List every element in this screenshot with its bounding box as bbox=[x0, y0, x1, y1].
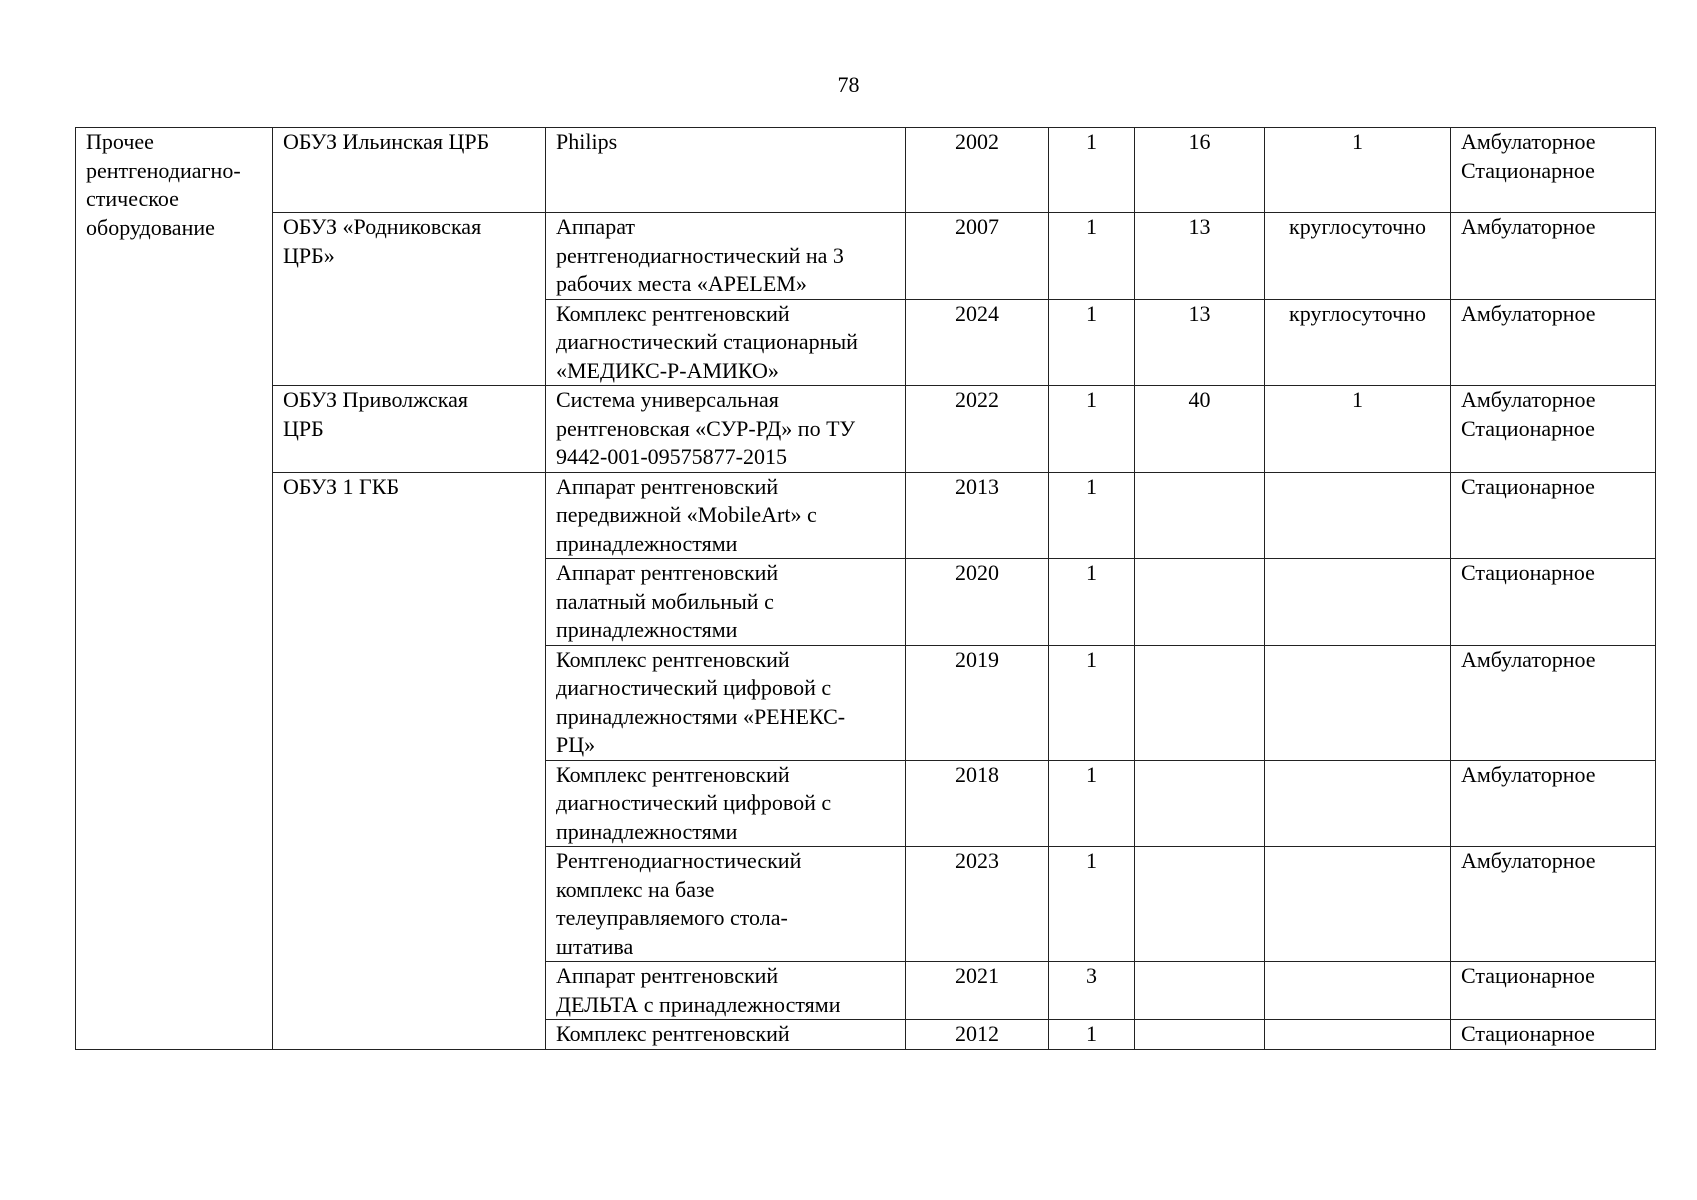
institution-cell bbox=[273, 213, 546, 386]
equipment-line: палатный мобильный с bbox=[556, 588, 774, 614]
column-6-cell bbox=[1135, 760, 1265, 847]
column-7-cell: круглосуточно bbox=[1265, 299, 1451, 386]
quantity-cell: 1 bbox=[1049, 299, 1135, 386]
equipment-cell bbox=[546, 760, 906, 847]
care-mode-cell bbox=[1451, 645, 1656, 760]
quantity-cell: 1 bbox=[1049, 128, 1135, 213]
equipment-cell bbox=[546, 472, 906, 559]
quantity-cell: 1 bbox=[1049, 472, 1135, 559]
table-row bbox=[76, 472, 1656, 559]
care-mode-line: Стационарное bbox=[1461, 560, 1595, 585]
equipment-line: принадлежностями bbox=[556, 530, 738, 556]
equipment-line: Аппарат bbox=[556, 214, 636, 239]
equipment-line: «МЕДИКС-Р-АМИКО» bbox=[556, 357, 779, 383]
year-cell: 2007 bbox=[906, 213, 1049, 300]
care-mode-cell bbox=[1451, 559, 1656, 646]
care-mode-cell bbox=[1451, 128, 1656, 213]
column-7-cell bbox=[1265, 1020, 1451, 1050]
equipment-cell bbox=[546, 299, 906, 386]
equipment-line: Комплекс рентгеновский bbox=[556, 1021, 790, 1046]
equipment-line: Комплекс рентгеновский bbox=[556, 300, 790, 326]
equipment-cell bbox=[546, 559, 906, 646]
equipment-cell bbox=[546, 128, 906, 213]
year-cell: 2013 bbox=[906, 472, 1049, 559]
equipment-line: Аппарат рентгеновский bbox=[556, 963, 779, 988]
equipment-line: рентгеновская «СУР-РД» по ТУ bbox=[556, 415, 856, 441]
year-cell: 2002 bbox=[906, 128, 1049, 213]
category-line: Прочее bbox=[86, 129, 154, 154]
equipment-cell bbox=[546, 645, 906, 760]
equipment-line: диагностический стационарный bbox=[556, 329, 858, 354]
equipment-line: РЦ» bbox=[556, 732, 596, 757]
column-6-cell bbox=[1135, 559, 1265, 646]
year-cell: 2019 bbox=[906, 645, 1049, 760]
column-6-cell: 13 bbox=[1135, 299, 1265, 386]
equipment-line: принадлежностями bbox=[556, 617, 738, 642]
equipment-line: рентгенодиагностический на 3 bbox=[556, 242, 844, 268]
quantity-cell: 1 bbox=[1049, 847, 1135, 962]
equipment-line: Комплекс рентгеновский bbox=[556, 646, 790, 672]
quantity-cell: 1 bbox=[1049, 645, 1135, 760]
year-cell: 2024 bbox=[906, 299, 1049, 386]
table-row bbox=[76, 213, 1656, 300]
equipment-line: Philips bbox=[556, 129, 618, 154]
equipment-line: Аппарат рентгеновский bbox=[556, 473, 779, 499]
equipment-line: диагностический цифровой с bbox=[556, 675, 832, 700]
year-cell: 2020 bbox=[906, 559, 1049, 646]
year-cell: 2022 bbox=[906, 386, 1049, 473]
care-mode-line: Стационарное bbox=[1461, 473, 1595, 499]
care-mode-line: Стационарное bbox=[1461, 1021, 1595, 1046]
column-6-cell bbox=[1135, 1020, 1265, 1050]
institution-name: ОБУЗ «Родниковская bbox=[283, 214, 482, 239]
column-6-cell bbox=[1135, 645, 1265, 760]
column-6-cell bbox=[1135, 472, 1265, 559]
institution-name: ЦРБ bbox=[283, 415, 324, 441]
equipment-cell bbox=[546, 1020, 906, 1050]
category-line: оборудование bbox=[86, 214, 215, 240]
care-mode-line: Стационарное bbox=[1461, 963, 1595, 988]
column-7-cell bbox=[1265, 472, 1451, 559]
year-cell: 2012 bbox=[906, 1020, 1049, 1050]
equipment-line: Рентгенодиагностический bbox=[556, 848, 802, 873]
care-mode-line: Амбулаторное bbox=[1461, 646, 1596, 672]
column-6-cell: 16 bbox=[1135, 128, 1265, 213]
care-mode-cell bbox=[1451, 760, 1656, 847]
quantity-cell: 3 bbox=[1049, 962, 1135, 1020]
care-mode-line: Амбулаторное bbox=[1461, 129, 1596, 154]
table-row bbox=[76, 386, 1656, 473]
institution-name: ОБУЗ 1 ГКБ bbox=[283, 473, 400, 499]
quantity-cell: 1 bbox=[1049, 760, 1135, 847]
column-7-cell: круглосуточно bbox=[1265, 213, 1451, 300]
equipment-line: ДЕЛЬТА с принадлежностями bbox=[556, 991, 841, 1017]
equipment-cell bbox=[546, 386, 906, 473]
institution-cell bbox=[273, 472, 546, 1049]
column-6-cell: 40 bbox=[1135, 386, 1265, 473]
category-line: стическое bbox=[86, 186, 179, 211]
institution-name: ОБУЗ Приволжская bbox=[283, 387, 468, 412]
care-mode-cell bbox=[1451, 1020, 1656, 1050]
care-mode-line: Амбулаторное bbox=[1461, 387, 1596, 412]
year-cell: 2018 bbox=[906, 760, 1049, 847]
column-7-cell bbox=[1265, 645, 1451, 760]
equipment-line: рабочих места «APELEM» bbox=[556, 271, 807, 296]
equipment-line: Система универсальная bbox=[556, 387, 779, 412]
quantity-cell: 1 bbox=[1049, 559, 1135, 646]
equipment-category-cell bbox=[76, 128, 273, 1050]
institution-name: ЦРБ» bbox=[283, 242, 335, 268]
care-mode-line: Амбулаторное bbox=[1461, 300, 1596, 326]
quantity-cell: 1 bbox=[1049, 213, 1135, 300]
equipment-line: передвижной «MobileArt» с bbox=[556, 502, 817, 527]
care-mode-cell bbox=[1451, 962, 1656, 1020]
equipment-line: диагностический цифровой с bbox=[556, 790, 832, 815]
quantity-cell: 1 bbox=[1049, 386, 1135, 473]
equipment-line: штатива bbox=[556, 933, 634, 959]
equipment-cell bbox=[546, 847, 906, 962]
equipment-line: комплекс на базе bbox=[556, 876, 715, 902]
column-7-cell: 1 bbox=[1265, 386, 1451, 473]
column-7-cell bbox=[1265, 962, 1451, 1020]
equipment-line: Аппарат рентгеновский bbox=[556, 560, 779, 585]
care-mode-cell bbox=[1451, 213, 1656, 300]
equipment-line: принадлежностями bbox=[556, 818, 738, 844]
care-mode-line: Стационарное bbox=[1461, 157, 1595, 183]
column-6-cell: 13 bbox=[1135, 213, 1265, 300]
equipment-line: принадлежностями «РЕНЕКС- bbox=[556, 703, 846, 729]
care-mode-cell bbox=[1451, 847, 1656, 962]
equipment-line: 9442-001-09575877-2015 bbox=[556, 444, 787, 469]
care-mode-cell bbox=[1451, 472, 1656, 559]
page-number: 78 bbox=[837, 72, 860, 97]
year-cell: 2021 bbox=[906, 962, 1049, 1020]
care-mode-cell bbox=[1451, 299, 1656, 386]
care-mode-line: Амбулаторное bbox=[1461, 761, 1596, 787]
quantity-cell: 1 bbox=[1049, 1020, 1135, 1050]
column-7-cell bbox=[1265, 847, 1451, 962]
institution-name: ОБУЗ Ильинская ЦРБ bbox=[283, 129, 490, 154]
column-7-cell: 1 bbox=[1265, 128, 1451, 213]
institution-cell bbox=[273, 386, 546, 473]
equipment-cell bbox=[546, 213, 906, 300]
column-6-cell bbox=[1135, 847, 1265, 962]
care-mode-line: Стационарное bbox=[1461, 415, 1595, 441]
institution-cell bbox=[273, 128, 546, 213]
equipment-line: телеуправляемого стола- bbox=[556, 905, 788, 930]
equipment-cell bbox=[546, 962, 906, 1020]
column-6-cell bbox=[1135, 962, 1265, 1020]
column-7-cell bbox=[1265, 760, 1451, 847]
care-mode-cell bbox=[1451, 386, 1656, 473]
care-mode-line: Амбулаторное bbox=[1461, 848, 1596, 873]
column-7-cell bbox=[1265, 559, 1451, 646]
table-row bbox=[76, 128, 1656, 213]
category-line: рентгенодиагно- bbox=[86, 157, 241, 183]
equipment-table bbox=[75, 127, 1656, 1050]
year-cell: 2023 bbox=[906, 847, 1049, 962]
care-mode-line: Амбулаторное bbox=[1461, 214, 1596, 239]
equipment-line: Комплекс рентгеновский bbox=[556, 761, 790, 787]
